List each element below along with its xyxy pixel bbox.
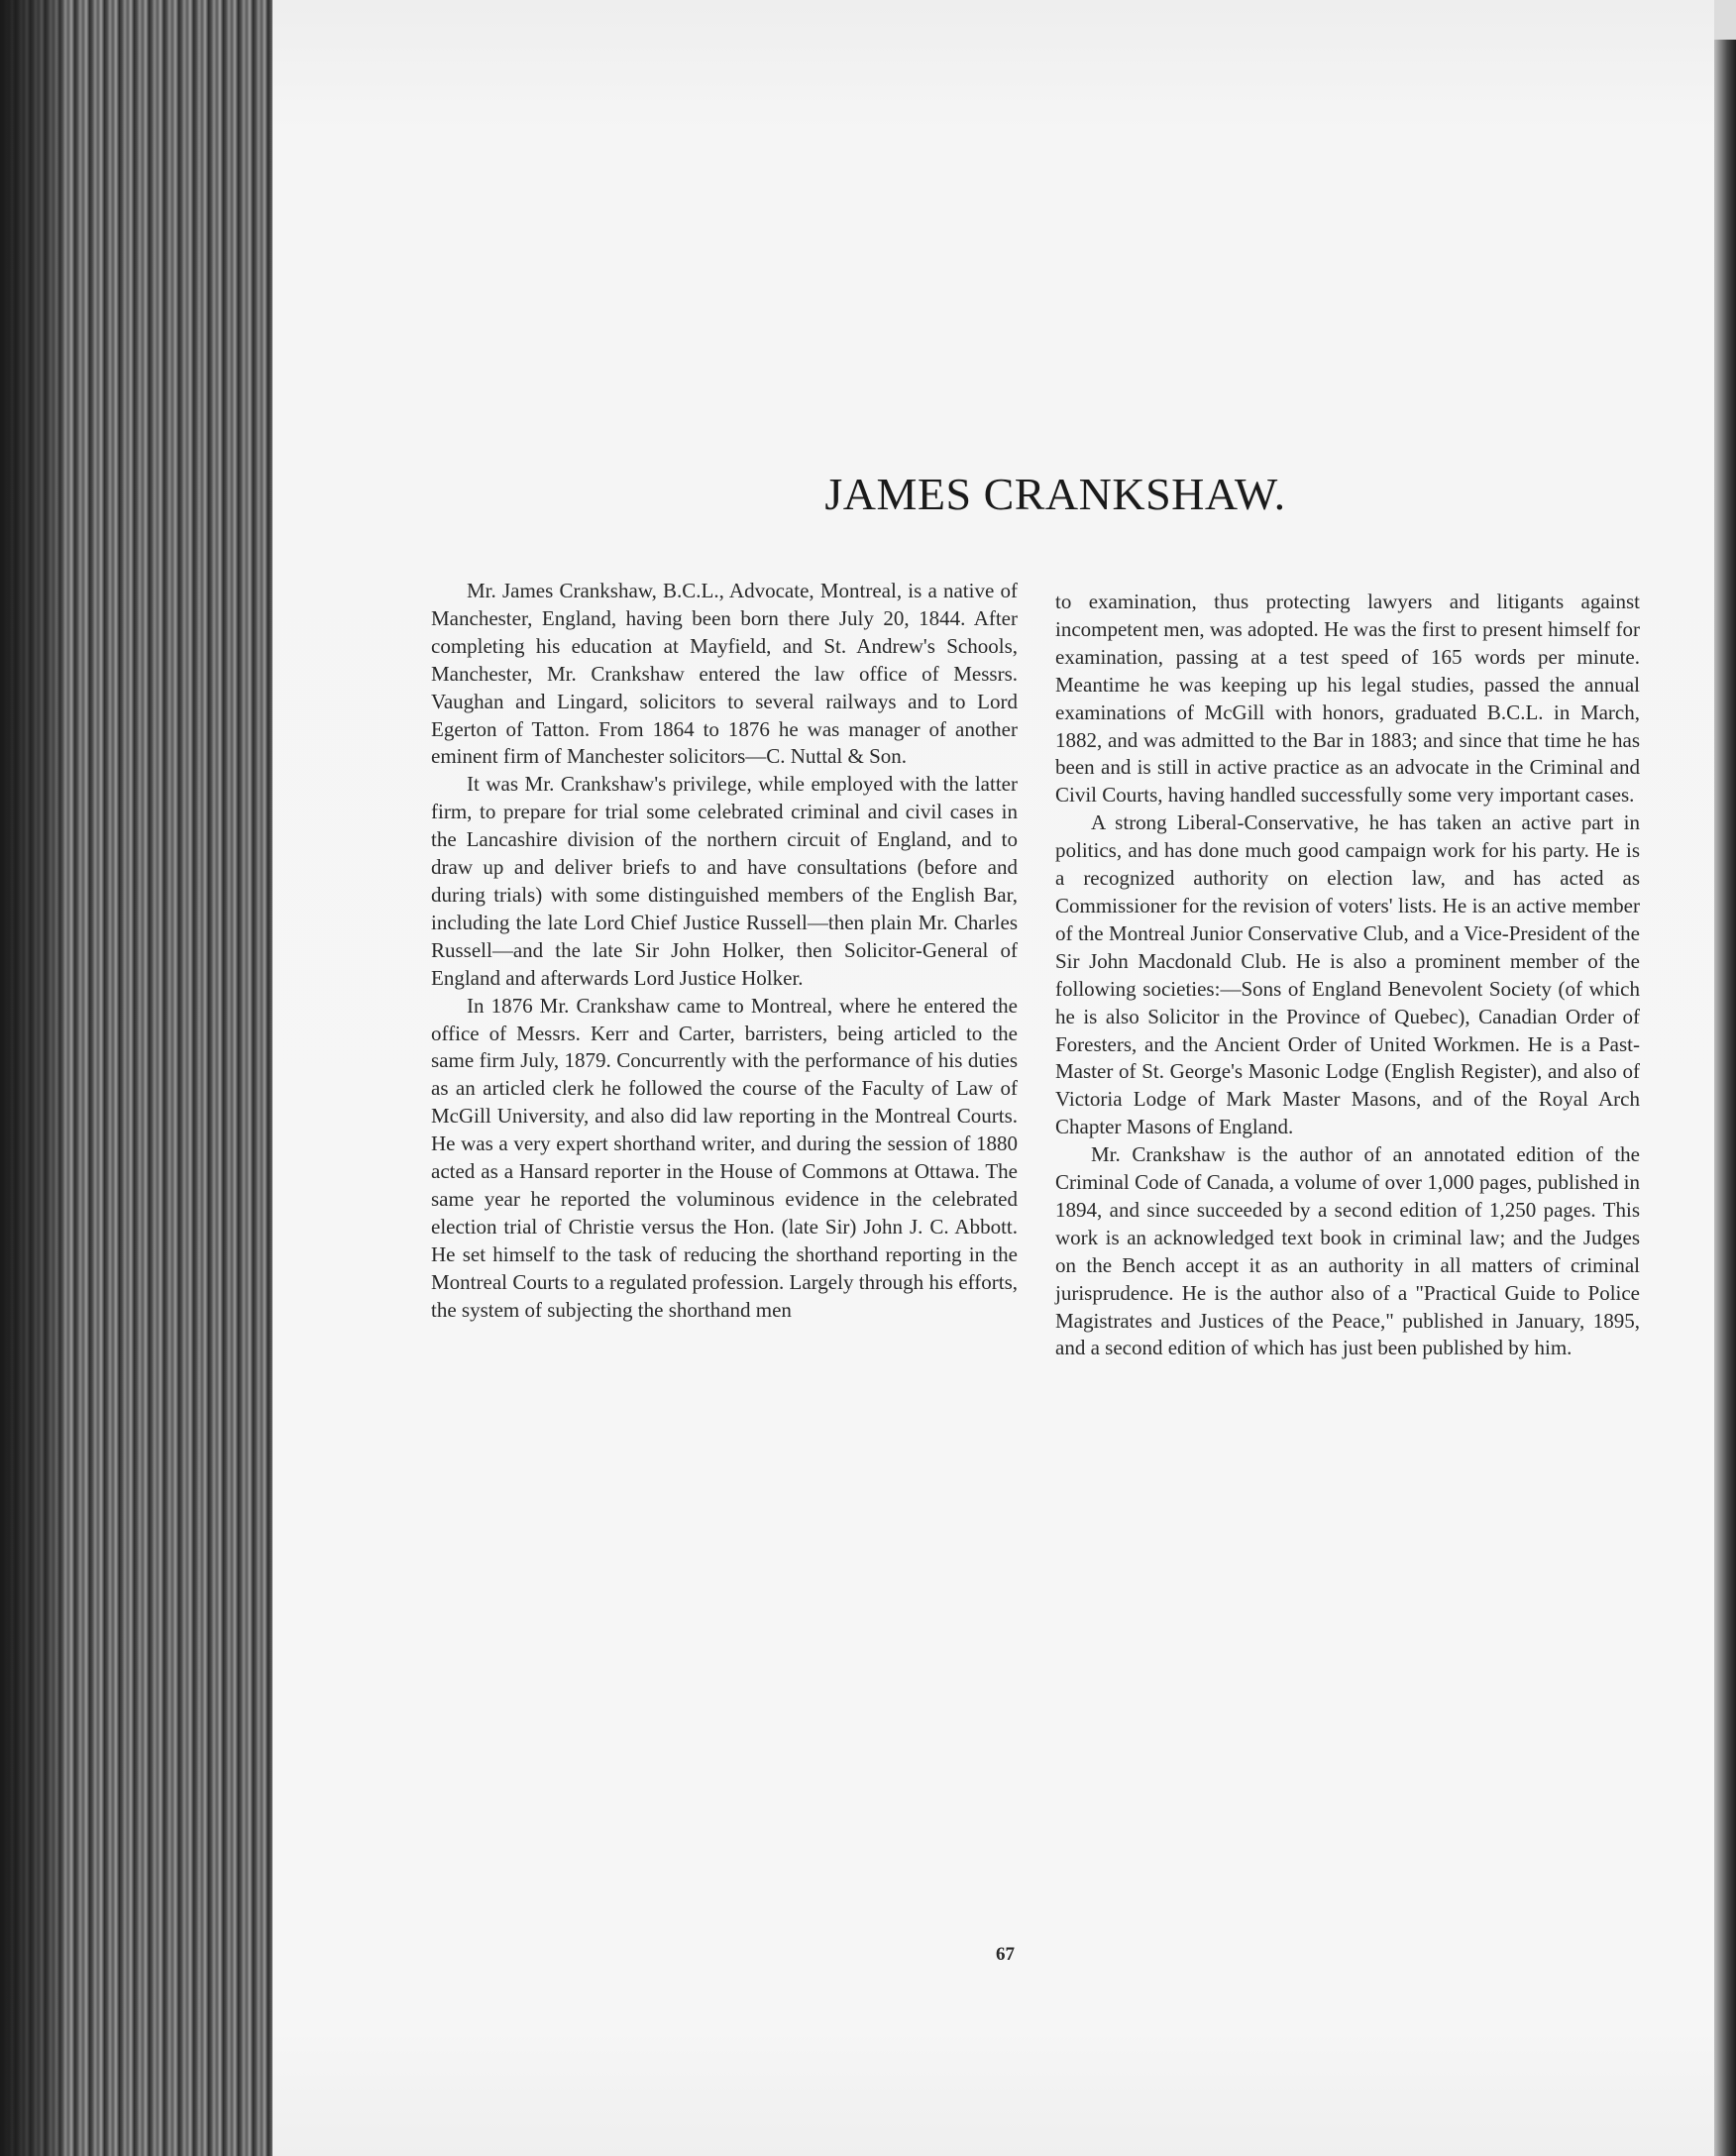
paragraph: Mr. James Crankshaw, B.C.L., Advocate, Montreal, is a native of Manchester, England, having been born there July 20, 1844. After completing his education at Mayfield, and St. Andrew's Schools, Manchester, Mr. Crankshaw entered the law office of Messrs. Vaughan and Lingard, solicitors to several railways and to Lord Egerton of Tatton. From 1864 to 1876 he was manager of another eminent firm of Manchester solicitors—C. Nuttal & Son. xyxy=(431,579,1018,769)
paragraph: Mr. Crankshaw is the author of an annotated edition of the Criminal Code of Canada, a volume of over 1,000 pages, published in 1894, and since succeeded by a second edition of 1,250 pages. This work is an acknowledged text book in criminal law; and the Judges on the Bench accept it as an authority in all matters of criminal jurisprudence. He is the author also of a "Practical Guide to Police Magistrates and Justices of the Peace," published in January, 1895, and a second edition of which has just been published by him. xyxy=(1055,1142,1640,1360)
right-column xyxy=(1055,589,1640,1362)
left-column xyxy=(431,578,1018,1324)
paragraph-continuation: to examination, thus protecting lawyers and litigants against incompetent men, was adopted. He was the first to present himself for examination, passing at a test speed of 165 words per minute. Meantime he was keeping up his legal studies, passed the annual examinations of McGill with honors, graduated B.C.L. in March, 1882, and was admitted to the Bar in 1883; and since that time he has been and is still in active practice as an advocate in the Criminal and Civil Courts, having handled successfully some very important cases. xyxy=(1055,590,1640,808)
book-binding-shadow xyxy=(1714,40,1736,2156)
paragraph: It was Mr. Crankshaw's privilege, while employed with the latter firm, to prepare for trial some celebrated criminal and civil cases in the Lancashire division of the northern circuit of England, and to draw up and deliver briefs to and have consultations (before and during trials) with some distinguished members of the English Bar, including the late Lord Chief Justice Russell—then plain Mr. Charles Russell—and the late Sir John Holker, then Solicitor-General of England and afterwards Lord Justice Holker. xyxy=(431,772,1018,990)
paragraph: A strong Liberal-Conservative, he has taken an active part in politics, and has done much good campaign work for his party. He is a recognized authority on election law, and has acted as Commissioner for the revision of voters' lists. He is an active member of the Montreal Junior Conservative Club, and a Vice-President of the Sir John Macdonald Club. He is also a prominent member of the following societies:—Sons of England Benevolent Society (of which he is also Solicitor in the Province of Quebec), Canadian Order of Foresters, and the Ancient Order of United Workmen. He is a Past-Master of St. George's Masonic Lodge (English Register), and also of Victoria Lodge of Mark Master Masons, and of the Royal Arch Chapter Masons of England. xyxy=(1055,810,1640,1139)
book-page-edges xyxy=(0,0,272,2156)
paragraph: In 1876 Mr. Crankshaw came to Montreal, where he entered the office of Messrs. Kerr and Carter, barristers, being articled to the same firm July, 1879. Concurrently with the performance of his duties as an articled clerk he followed the course of the Faculty of Law of McGill University, and also did law reporting in the Montreal Courts. He was a very expert shorthand writer, and during the session of 1880 acted as a Hansard reporter in the House of Commons at Ottawa. The same year he reported the voluminous evidence in the celebrated election trial of Christie versus the Hon. (late Sir) John J. C. Abbott. He set himself to the task of reducing the shorthand reporting in the Montreal Courts to a regulated profession. Largely through his efforts, the system of subjecting the shorthand men xyxy=(431,993,1018,1322)
article-title: JAMES CRANKSHAW. xyxy=(824,469,1286,519)
page-number: 67 xyxy=(996,1944,1015,1965)
